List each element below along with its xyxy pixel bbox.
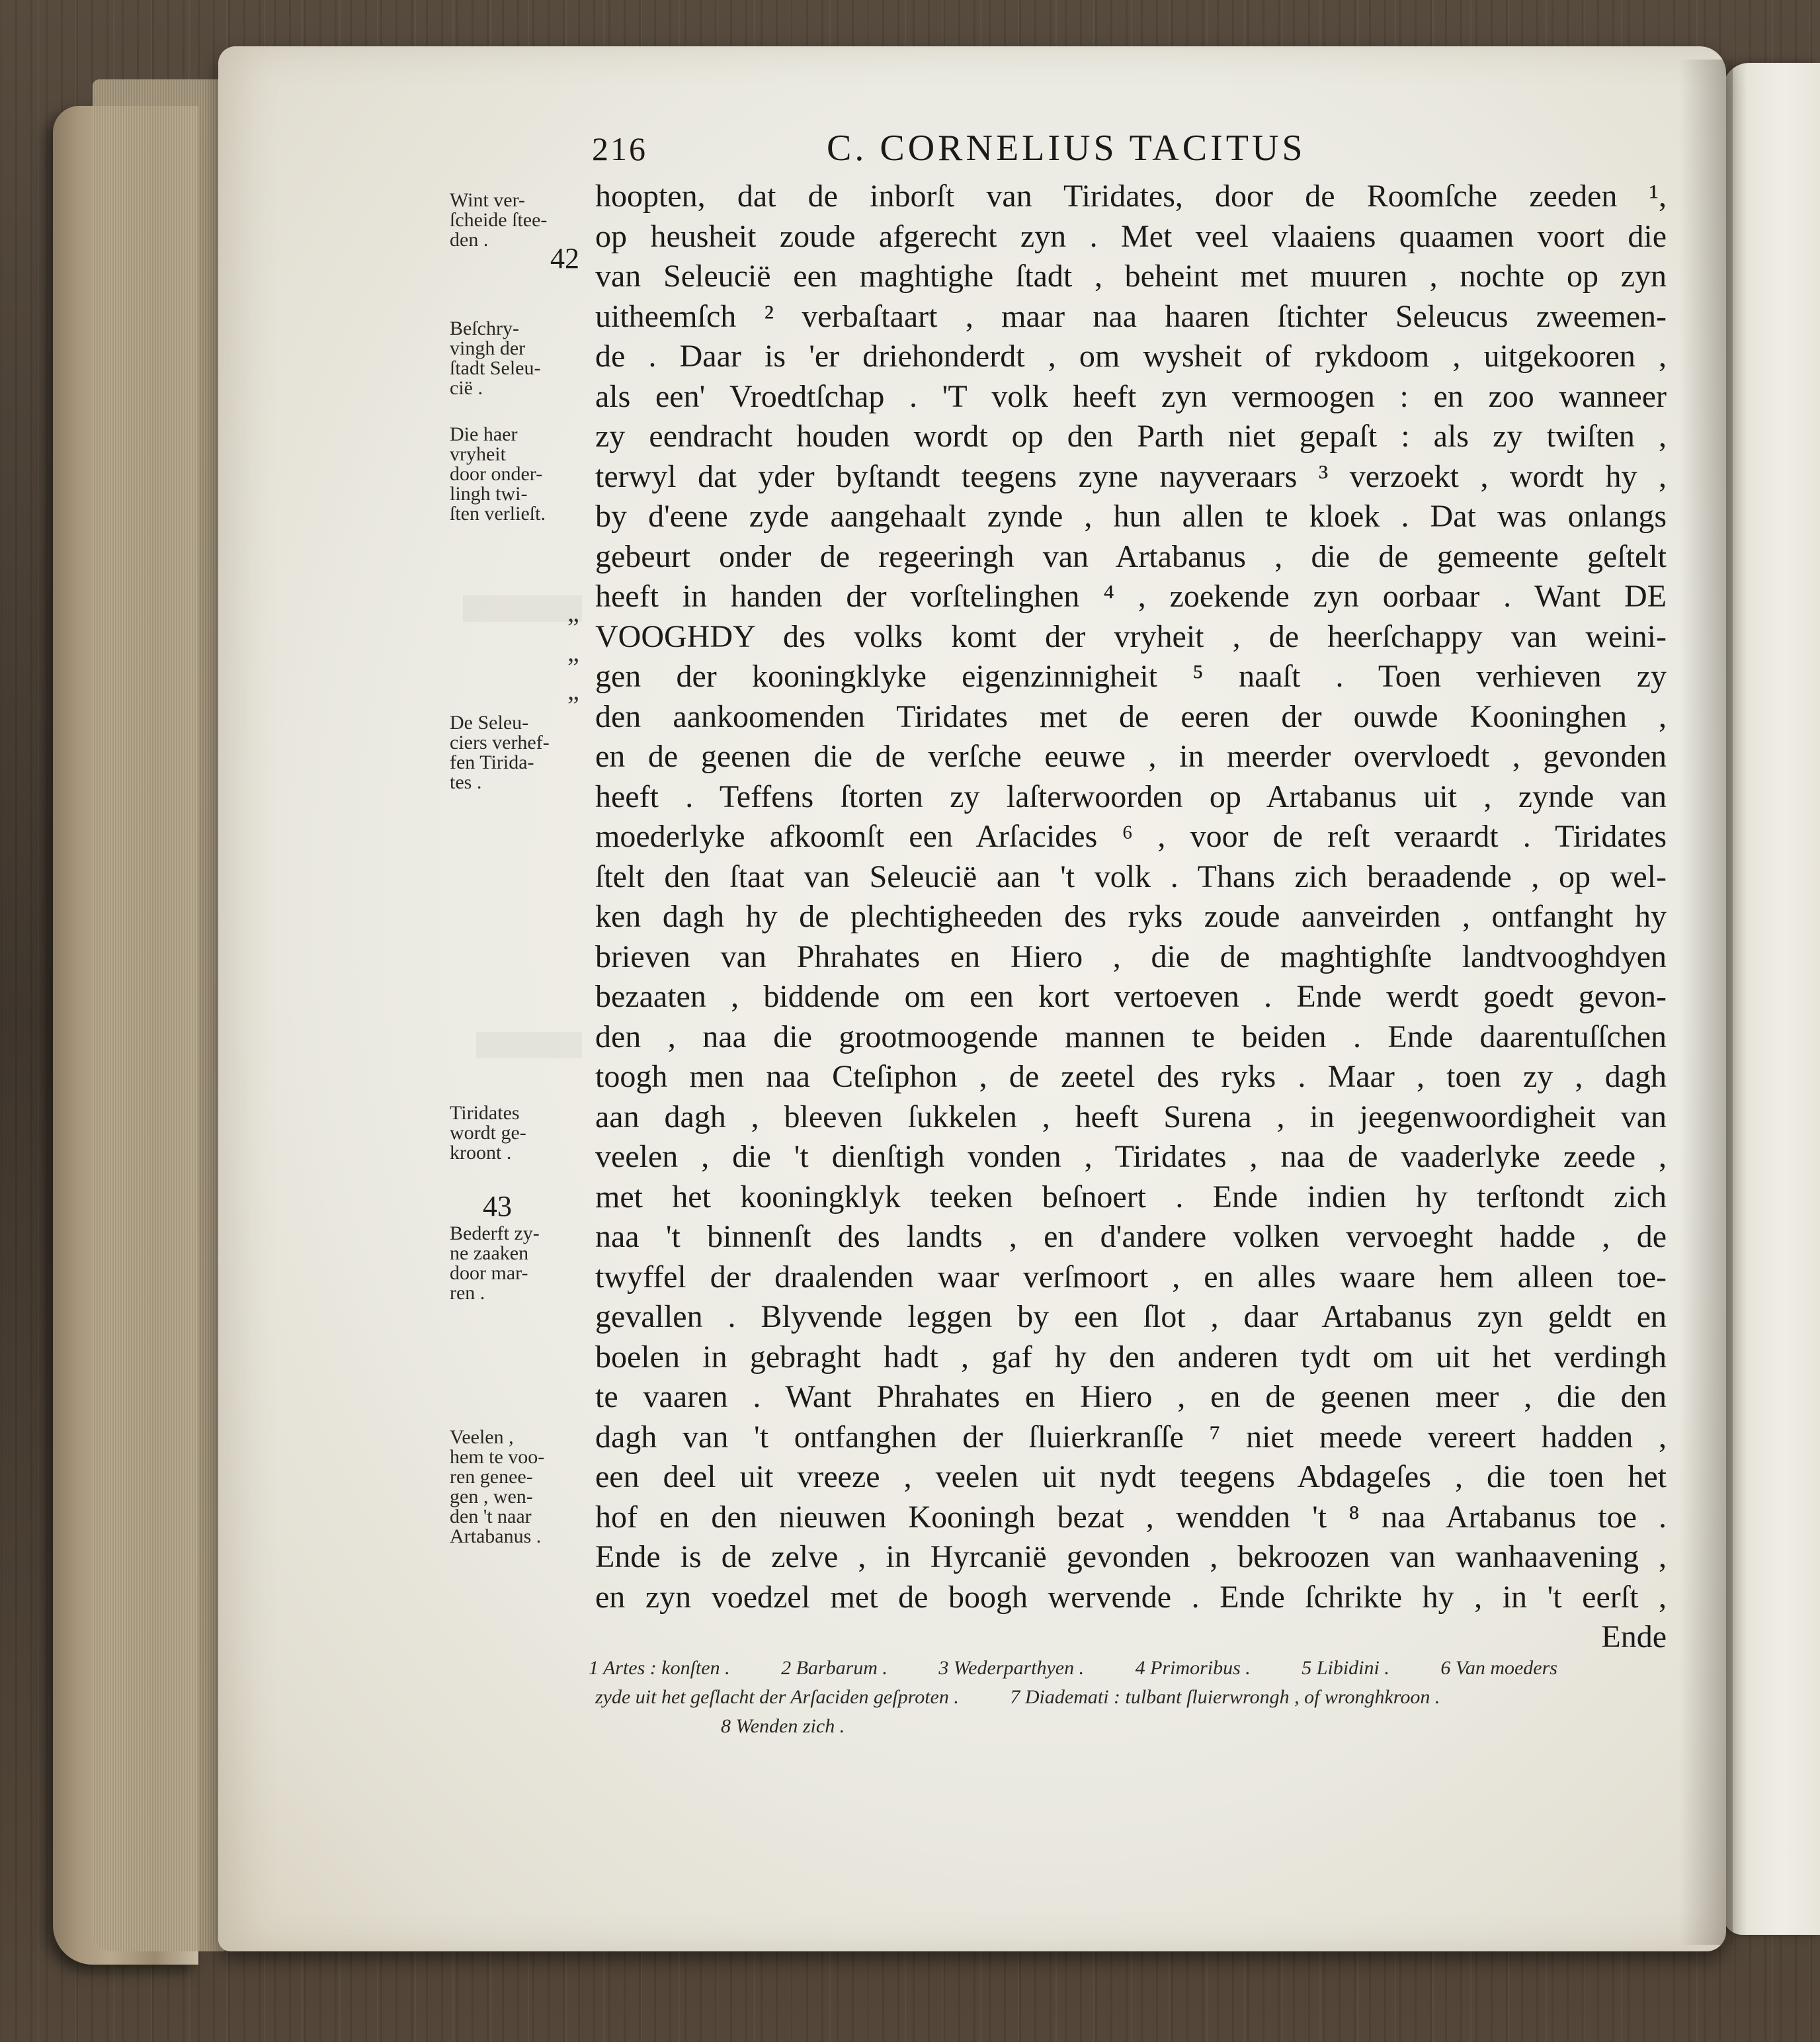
text-line-content: veelen , die 't dienſtigh vonden , Tiridates , naa de vaaderlyke zeede , <box>595 1139 1667 1174</box>
text-line-content: terwyl dat yder byſtandt teegens zyne nayveraars ³ verzoekt , wordt hy , <box>595 459 1667 494</box>
text-line-content: hof en den nieuwen Kooningh bezat , wendden 't ⁸ naa Artabanus toe . <box>595 1500 1667 1535</box>
footnote: 2 Barbarum . <box>781 1657 888 1679</box>
footnote: 5 Libidini . <box>1302 1657 1389 1679</box>
running-head: C. CORNELIUS TACITUS <box>827 128 1306 169</box>
text-line <box>595 1138 1667 1176</box>
text-line-content: twyffel der draalenden waar verſmoort , en alles waare hem alleen toe- <box>595 1259 1667 1295</box>
show-through-smudge <box>476 1032 582 1058</box>
text-line-content: den aankoomenden Tiridates met de eeren der ouwde Kooninghen , <box>595 699 1667 734</box>
text-line <box>595 1018 1667 1056</box>
text-line-content: als een' Vroedtſchap . 'T volk heeft zyn vermoogen : en zoo wanneer <box>595 379 1667 414</box>
text-line <box>595 378 1667 416</box>
footnote: 8 Wenden zich . <box>721 1715 845 1737</box>
footnote: 1 Artes : konſten . <box>589 1657 730 1679</box>
text-line <box>595 1298 1667 1336</box>
text-line-content: ſtelt den ſtaat van Seleucië aan 't volk . Thans zich beraadende , op wel- <box>595 859 1667 894</box>
margin-note: Tiridates wordt ge- kroont . <box>450 1102 526 1164</box>
quotation-mark: ” <box>567 613 579 642</box>
text-line <box>595 738 1667 776</box>
text-line <box>595 177 1667 216</box>
footnote: 7 Diademati : tulbant ſluierwrongh , of wronghkroon . <box>1010 1686 1440 1708</box>
text-line <box>595 497 1667 536</box>
text-line-content: Ende <box>1601 1619 1667 1654</box>
text-line <box>595 938 1667 976</box>
text-line-content: aan dagh , bleeven ſukkelen , heeft Surena , in jeegenwoordigheit van <box>595 1099 1667 1134</box>
footnote-line <box>595 1683 1440 1712</box>
footnote: 6 Van moeders <box>1440 1657 1557 1679</box>
show-through-smudge <box>463 595 582 622</box>
text-line <box>595 1338 1667 1377</box>
text-line <box>595 1218 1667 1256</box>
text-line <box>595 898 1667 936</box>
text-line-content: heeft . Teffens ſtorten zy laſterwoorden op Artabanus uit , zynde van <box>595 779 1667 814</box>
facing-page-edge <box>1723 63 1820 1935</box>
text-line-content: op heusheit zoude afgerecht zyn . Met veel vlaaiens quaamen voort die <box>595 219 1667 254</box>
margin-note: Beſchry- vingh der ſtadt Seleu- cië . <box>450 318 541 399</box>
footnotes <box>589 1654 1673 1753</box>
text-line <box>595 1618 1667 1656</box>
section-number: 43 <box>483 1190 512 1222</box>
text-line <box>595 658 1667 696</box>
text-line <box>595 337 1667 376</box>
footnote-line <box>589 1654 1557 1683</box>
gutter-shadow <box>1680 60 1733 1945</box>
text-line-content: en zyn voedzel met de boogh wervende . Ende ſchrikte hy , in 't eerſt , <box>595 1580 1667 1615</box>
text-line <box>595 1098 1667 1136</box>
footnote: 4 Primoribus . <box>1135 1657 1251 1679</box>
text-line-content: boelen in gebraght hadt , gaf hy den anderen tydt om uit het verdingh <box>595 1340 1667 1375</box>
text-line <box>595 538 1667 576</box>
quotation-mark: ” <box>567 691 579 720</box>
text-line-content: VOOGHDY des volks komt der vryheit , de heerſchappy van weini- <box>595 619 1667 654</box>
text-line-content: Ende is de zelve , in Hyrcanië gevonden , bekroozen van wanhaavening , <box>595 1539 1667 1574</box>
margin-note: De Seleu- ciers verhef- fen Tirida- tes . <box>450 712 550 793</box>
text-line-content: hoopten, dat de inborſt van Tiridates, door de Roomſche zeeden ¹, <box>595 179 1667 214</box>
book-page-edges <box>93 79 225 1951</box>
text-line <box>595 298 1667 336</box>
footnote: 3 Wederparthyen . <box>938 1657 1085 1679</box>
text-line-content: gebeurt onder de regeeringh van Artabanus , die de gemeente geſtelt <box>595 539 1667 574</box>
text-line-content: gevallen . Blyvende leggen by een ſlot , daar Artabanus zyn geldt en <box>595 1299 1667 1334</box>
text-line-content: naa 't binnenſt des landts , en d'andere volken vervoeght hadde , de <box>595 1219 1667 1254</box>
text-line-content: de . Daar is 'er driehonderdt , om wysheit of rykdoom , uitgekooren , <box>595 339 1667 374</box>
text-line-content: van Seleucië een maghtighe ſtadt , beheint met muuren , nochte op zyn <box>595 259 1667 294</box>
text-line-content: by d'eene zyde aangehaalt zynde , hun allen te kloek . Dat was onlangs <box>595 499 1667 534</box>
text-line <box>595 458 1667 496</box>
text-line <box>595 858 1667 896</box>
text-line-content: en de geenen die de verſche eeuwe , in meerder overvloedt , gevonden <box>595 739 1667 774</box>
margin-note: Die haer vryheit door onder- lingh twi- ſten verlieſt. <box>450 423 546 525</box>
section-number: 42 <box>550 242 579 275</box>
text-line-content: dagh van 't ontfanghen der ſluierkranſſe ⁷ niet meede vereert hadden , <box>595 1420 1667 1455</box>
text-line-content: brieven van Phrahates en Hiero , die de maghtighſte landtvooghdyen <box>595 939 1667 974</box>
text-line <box>595 1258 1667 1297</box>
text-line <box>595 1498 1667 1537</box>
text-line-content: moederlyke afkoomſt een Arſacides ⁶ , voor de reſt veraardt . Tiridates <box>595 819 1667 854</box>
text-line <box>595 978 1667 1016</box>
page-number: 216 <box>592 130 647 167</box>
text-line-content: uitheemſch ² verbaſtaart , maar naa haaren ſtichter Seleucus zweemen- <box>595 299 1667 334</box>
text-line <box>595 1458 1667 1496</box>
text-line-content: bezaaten , biddende om een kort vertoeven . Ende werdt goedt gevon- <box>595 979 1667 1014</box>
footnote: zyde uit het geſlacht der Arſaciden geſproten . <box>595 1686 959 1708</box>
footnote-line <box>721 1712 891 1741</box>
margin-note: Wint ver- ſcheide ſtee- den . <box>450 189 548 251</box>
text-line <box>595 818 1667 856</box>
text-line-content: met het kooningklyk teeken beſnoert . Ende indien hy terſtondt zich <box>595 1179 1667 1214</box>
text-line <box>595 1378 1667 1416</box>
text-line <box>595 1538 1667 1576</box>
text-line-content: den , naa die grootmoogende mannen te beiden . Ende daarentuſſchen <box>595 1019 1667 1054</box>
text-line-content: heeft in handen der vorſtelinghen ⁴ , zoekende zyn oorbaar . Want DE <box>595 579 1667 614</box>
margin-note: Veelen , hem te voo- ren genee- gen , wen- den 't naar Artabanus . <box>450 1426 545 1547</box>
text-line <box>595 577 1667 616</box>
text-line-content: toogh men naa Cteſiphon , de zeetel des ryks . Maar , toen zy , dagh <box>595 1059 1667 1094</box>
text-line <box>595 218 1667 256</box>
quotation-mark: ” <box>567 652 579 682</box>
text-line <box>595 698 1667 736</box>
text-line-content: gen der kooningklyke eigenzinnigheit ⁵ naaſt . Toen verhieven zy <box>595 659 1667 694</box>
text-line <box>595 417 1667 456</box>
text-line <box>595 1418 1667 1457</box>
text-line <box>595 257 1667 296</box>
text-line-content: te vaaren . Want Phrahates en Hiero , en de geenen meer , die den <box>595 1379 1667 1414</box>
text-line <box>595 778 1667 816</box>
text-line <box>595 1058 1667 1096</box>
text-line-content: ken dagh hy de plechtigheeden des ryks zoude aanveirden , ontfanght hy <box>595 899 1667 934</box>
text-line-content: zy eendracht houden wordt op den Parth niet gepaſt : als zy twiſten , <box>595 419 1667 454</box>
text-line <box>595 1178 1667 1216</box>
text-line-content: een deel uit vreeze , veelen uit nydt teegens Abdageſes , die toen het <box>595 1459 1667 1494</box>
text-line <box>595 1578 1667 1617</box>
text-line <box>595 618 1667 656</box>
margin-note: Bederft zy- ne zaaken door mar- ren . <box>450 1222 540 1304</box>
